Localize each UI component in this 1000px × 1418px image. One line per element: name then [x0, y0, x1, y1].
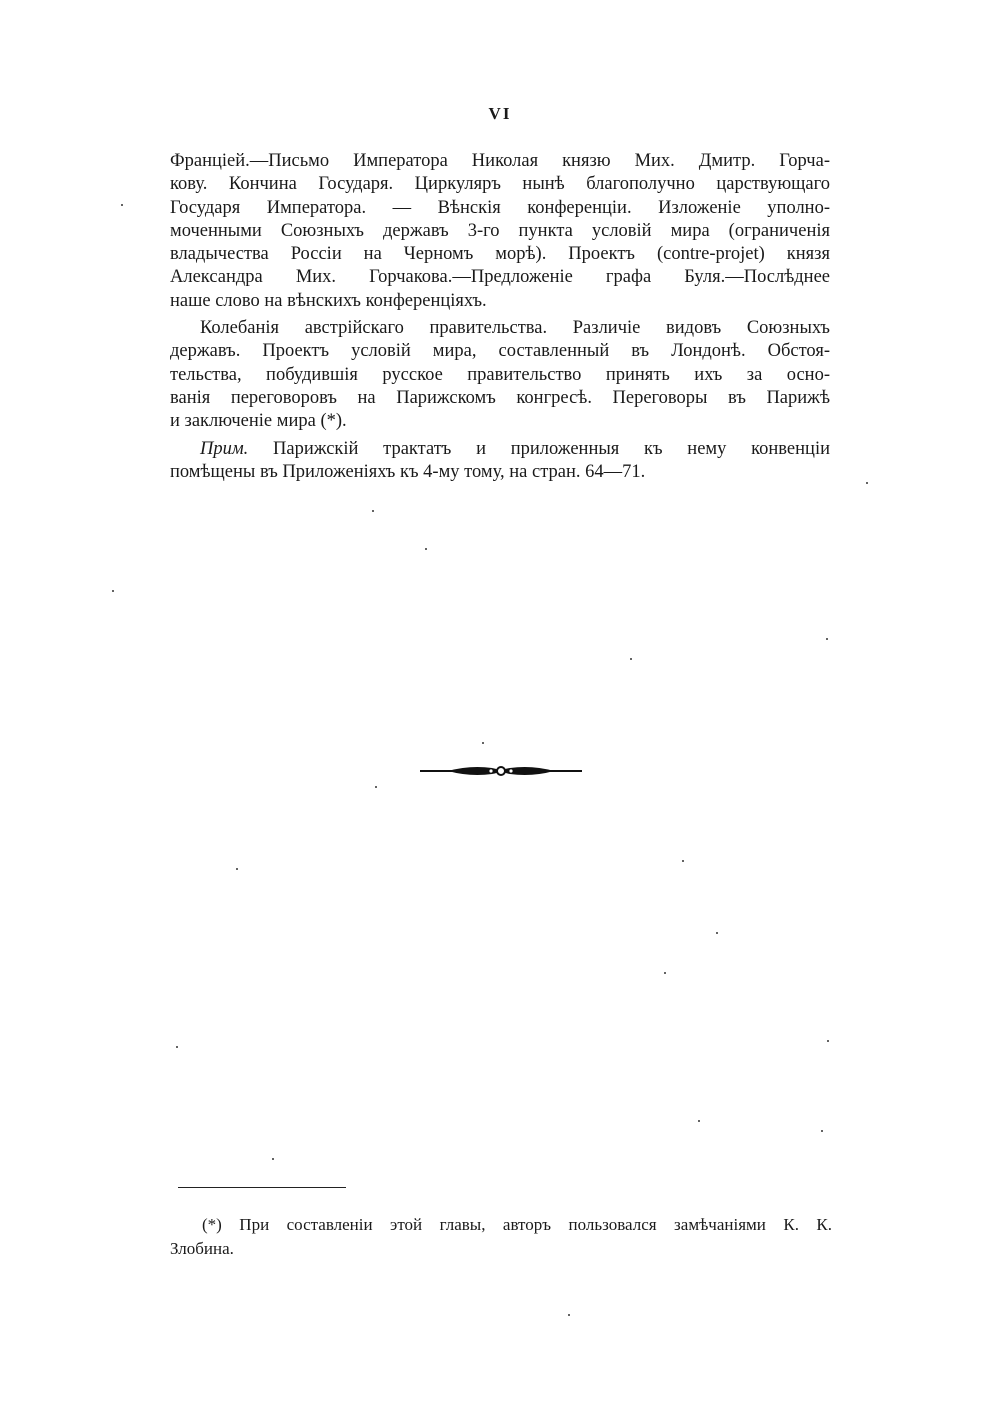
scan-speck — [121, 204, 123, 206]
chapter-contents — [170, 150, 830, 484]
scan-speck — [866, 482, 868, 484]
text-line: владычества Россіи на Черномъ морѣ). Проектъ (contre-projet) князя — [170, 244, 830, 265]
text-line: моченными Союзныхъ державъ 3-го пункта условій мира (ограниченія — [170, 220, 830, 241]
text-line: ванія переговоровъ на Парижскомъ конгресѣ. Переговоры въ Парижѣ — [170, 387, 830, 408]
scan-speck — [716, 932, 718, 934]
ornament-divider — [420, 762, 582, 780]
scan-speck — [630, 658, 632, 660]
note-paragraph — [170, 438, 830, 485]
footnote-line: Злобина. — [170, 1239, 234, 1258]
scan-speck — [112, 590, 114, 592]
text-line: Колебанія австрійскаго правительства. Различіе видовъ Союзныхъ — [200, 318, 830, 339]
scan-speck — [236, 868, 238, 870]
scan-speck — [272, 1158, 274, 1160]
text-line: Государя Императора. — Вѣнскія конференціи. Изложеніе уполно- — [170, 197, 830, 218]
text-line: державъ. Проектъ условій мира, составленный въ Лондонѣ. Обстоя- — [170, 341, 830, 362]
paragraph-second — [170, 317, 830, 433]
scan-speck — [682, 860, 684, 862]
text-line: Франціей.—Письмо Императора Николая князю Мих. Дмитр. Горча- — [170, 151, 830, 171]
note-line — [170, 438, 830, 461]
note-label: Прим. — [200, 438, 249, 459]
paragraph-first — [170, 150, 830, 313]
scan-speck — [664, 972, 666, 974]
scan-speck — [821, 1130, 823, 1132]
page-number: VI — [488, 104, 512, 123]
footnote — [170, 1213, 832, 1261]
text-line: Александра Мих. Горчакова.—Предложеніе графа Буля.—Послѣднее — [170, 267, 830, 288]
text-line: тельства, побудившія русское правительство принять ихъ за осно- — [170, 364, 830, 385]
scan-speck — [568, 1314, 570, 1316]
note-text: Парижскій трактатъ и приложенныя къ нему конвенціи — [248, 438, 830, 459]
text-line: и заключеніе мира (*). — [170, 411, 347, 432]
scan-speck — [698, 1120, 700, 1122]
footnote-separator — [178, 1187, 346, 1188]
scan-speck — [176, 1046, 178, 1048]
scan-speck — [827, 1040, 829, 1042]
scan-speck — [826, 638, 828, 640]
scan-speck — [425, 548, 427, 550]
footnote-line: (*) При составленіи этой главы, авторъ пользовался замѣчаніями К. К. — [202, 1215, 832, 1234]
scan-speck — [375, 786, 377, 788]
text-line: наше слово на вѣнскихъ конференціяхъ. — [170, 290, 487, 311]
note-line: помѣщены въ Приложеніяхъ къ 4-му тому, на стран. 64—71. — [170, 461, 646, 482]
scan-speck — [482, 742, 484, 744]
text-line: кову. Кончина Государя. Циркуляръ нынѣ благополучно царствующаго — [170, 174, 830, 195]
scan-speck — [372, 510, 374, 512]
